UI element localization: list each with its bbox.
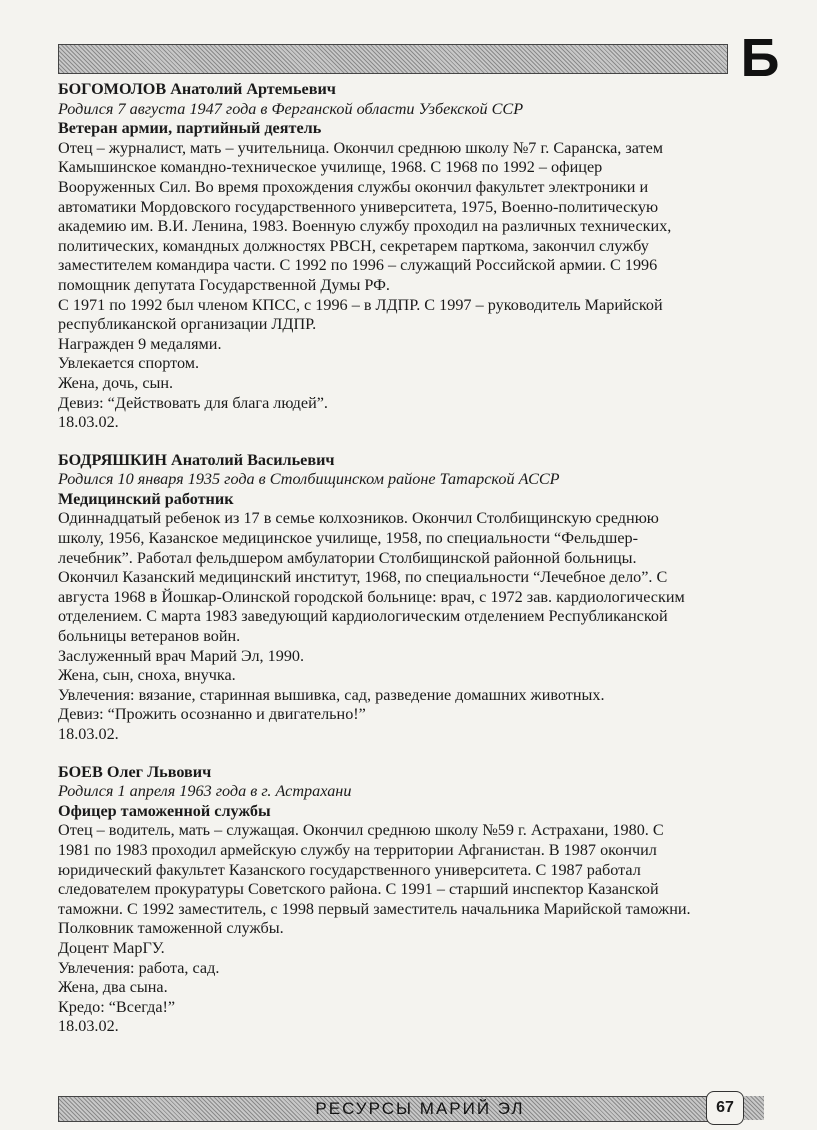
bio-line: политических, командных должностях РВСН, секретарем парткома, закончил службу — [58, 236, 649, 255]
footer-decorative-band-end — [744, 1096, 764, 1120]
bio-line: автоматики Мордовского государственного университета, 1975, Военно-политическую — [58, 197, 659, 216]
bio-line: Девиз: “Действовать для блага людей”. — [58, 393, 328, 412]
person-name: БОГОМОЛОВ Анатолий Артемьевич — [58, 80, 336, 98]
bio-line: Полковник таможенной службы. — [58, 919, 284, 938]
bio-date: 18.03.02. — [58, 413, 119, 432]
bio-line: Доцент МарГУ. — [58, 938, 165, 957]
bio-line: Девиз: “Прожить осознанно и двигательно!” — [58, 705, 366, 724]
birth-info: Родился 7 августа 1947 года в Ферганской области Узбекской ССР — [58, 99, 524, 118]
bio-line: Одиннадцатый ребенок из 17 в семье колхозников. Окончил Столбищинскую среднюю — [58, 509, 659, 528]
bio-line: Камышинское командно-техническое училище, 1968. С 1968 по 1992 – офицер — [58, 158, 603, 177]
person-name: БОЕВ Олег Львович — [58, 762, 212, 781]
bio-line: 1981 по 1983 проходил армейскую службу на территории Афганистан. В 1987 окончил — [58, 840, 657, 859]
bio-line: следователем прокуратуры Советского района. С 1991 – старший инспектор Казанской — [58, 880, 659, 899]
person-name: БОДРЯШКИН Анатолий Васильевич — [58, 450, 335, 469]
bio-line: Заслуженный врач Марий Эл, 1990. — [58, 646, 305, 665]
section-letter: Б — [740, 28, 780, 88]
occupation: Медицинский работник — [58, 489, 234, 508]
bio-line: таможни. С 1992 заместитель, с 1998 первый заместитель начальника Марийской таможни. — [58, 899, 691, 918]
bio-line: Жена, дочь, сын. — [58, 373, 174, 392]
biography-entry — [58, 763, 763, 1037]
bio-line: академию им. В.И. Ленина, 1983. Военную службу проходил на различных технических, — [58, 217, 672, 236]
occupation: Офицер таможенной службы — [58, 801, 271, 820]
bio-line: отделением. С марта 1983 заведующий кардиологическим отделением Республиканской — [58, 607, 668, 626]
footer-title: РЕСУРСЫ МАРИЙ ЭЛ — [315, 1099, 525, 1118]
header-decorative-band — [58, 44, 728, 74]
bio-line: республиканской организации ЛДПР. — [58, 315, 317, 334]
biography-entry — [58, 451, 763, 745]
birth-info: Родился 1 апреля 1963 года в г. Астрахани — [58, 782, 352, 801]
bio-line: Окончил Казанский медицинский институт, 1968, по специальности “Лечебное дело”. С — [58, 568, 668, 587]
bio-line: Увлекается спортом. — [58, 354, 200, 373]
bio-line: Увлечения: работа, сад. — [58, 958, 220, 977]
bio-line: Увлечения: вязание, старинная вышивка, сад, разведение домашних животных. — [58, 685, 605, 704]
bio-line: больницы ветеранов войн. — [58, 627, 241, 646]
bio-line: Кредо: “Всегда!” — [58, 997, 176, 1016]
bio-line: Жена, сын, сноха, внучка. — [58, 666, 236, 685]
page-number: 67 — [706, 1091, 744, 1125]
bio-line: августа 1968 в Йошкар-Олинской городской больнице: врач, с 1972 зав. кардиологическим — [58, 587, 685, 606]
bio-line: заместителем командира части. С 1992 по 1996 – служащий Российской армии. С 1996 — [58, 256, 658, 275]
bio-line: помощник депутата Государственной Думы РФ. — [58, 275, 390, 294]
occupation: Ветеран армии, партийный деятель — [58, 119, 322, 138]
bio-line: школу, 1956, Казанское медицинское училище, 1958, по специальности “Фельдшер- — [58, 529, 639, 548]
bio-line: Вооруженных Сил. Во время прохождения службы окончил факультет электроники и — [58, 177, 649, 196]
birth-info: Родился 10 января 1935 года в Столбищинском районе Татарской АССР — [58, 470, 560, 489]
bio-line: С 1971 по 1992 был членом КПСС, с 1996 – в ЛДПР. С 1997 – руководитель Марийской — [58, 295, 663, 314]
bio-date: 18.03.02. — [58, 1017, 119, 1036]
bio-line: Жена, два сына. — [58, 978, 168, 997]
bio-line: лечебник”. Работал фельдшером амбулатории Столбищинской районной больницы. — [58, 548, 637, 567]
biography-entry — [58, 80, 763, 433]
bio-line: юридический факультет Казанского государственного университета. С 1987 работал — [58, 860, 641, 879]
biography-list — [58, 80, 763, 1055]
bio-line: Отец – журналист, мать – учительница. Окончил среднюю школу №7 г. Саранска, затем — [58, 138, 664, 157]
bio-line: Отец – водитель, мать – служащая. Окончил среднюю школу №59 г. Астрахани, 1980. С — [58, 821, 664, 840]
bio-line: Награжден 9 медалями. — [58, 334, 222, 353]
bio-date: 18.03.02. — [58, 725, 119, 743]
